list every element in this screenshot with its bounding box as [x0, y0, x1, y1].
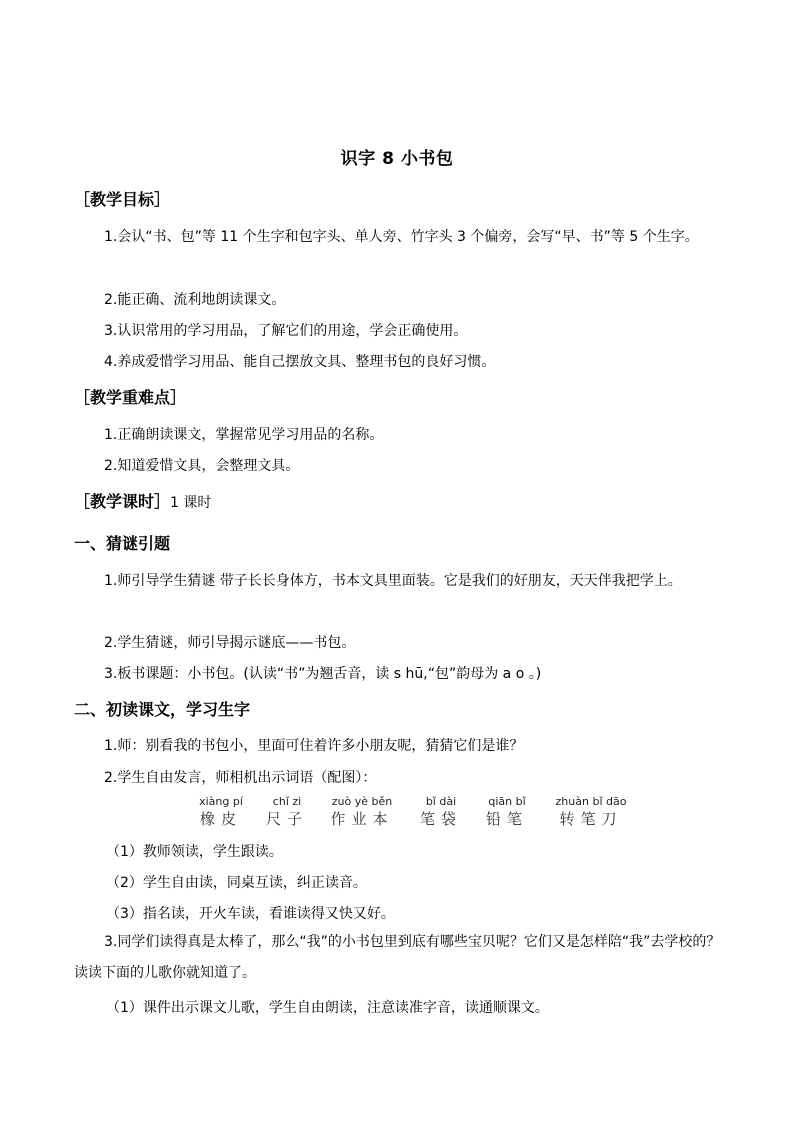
- goal-item-4: 4.养成爱惜学习用品、能自己摆放文具、整理书包的良好习惯。: [104, 354, 496, 370]
- vocab-pinyin: zhuàn bǐ dāo: [555, 795, 627, 808]
- key-points-heading: ［教学重难点］: [74, 388, 187, 407]
- vocab-item-eraser: [184, 795, 258, 829]
- vocab-item-pencil: [470, 795, 544, 829]
- section-2-heading: 二、初读课文，学习生字: [74, 700, 251, 719]
- vocab-pinyin: xiàng pí: [199, 795, 243, 808]
- section-1-heading: 一、猜谜引题: [74, 534, 171, 553]
- lesson-hours-row: [74, 490, 211, 515]
- teaching-goals-heading: ［教学目标］: [74, 190, 171, 209]
- section-1-item-3: 3.板书课题：小书包。(认读“书”为翘舌音，读 s hū,“包”韵母为 a o 。): [104, 666, 542, 682]
- section-2-item-1: 1.师：别看我的书包小，里面可住着许多小朋友呢，猜猜它们是谁？: [104, 738, 524, 754]
- lesson-hours-value: 1 课时: [170, 495, 212, 511]
- vocab-pinyin: zuò yè běn: [331, 795, 393, 808]
- goal-item-1: 1.会认“书、包”等 11 个生字和包字头、单人旁、竹字头 3 个偏旁，会写“早、书”等 5 个生字。: [104, 229, 699, 245]
- vocab-item-pencil-case: [404, 795, 478, 829]
- key-point-item-2: 2.知道爱惜文具，会整理文具。: [104, 458, 300, 474]
- section-2-item-2: 2.学生自由发言，师相机出示词语（配图）：: [104, 770, 377, 786]
- vocab-word: 转笔刀: [559, 810, 623, 828]
- goal-item-2: 2.能正确、流利地朗读课文。: [104, 292, 286, 308]
- key-point-item-1: 1.正确朗读课文，掌握常见学习用品的名称。: [104, 427, 384, 443]
- goal-item-3: 3.认识常用的学习用品，了解它们的用途，学会正确使用。: [104, 323, 468, 339]
- vocab-item-ruler: [250, 795, 324, 829]
- section-1-item-1: 1.师引导学生猜谜 带子长长身体方，书本文具里面装。它是我们的好朋友，天天伴我把学上。: [104, 573, 682, 589]
- vocab-pinyin: bǐ dài: [425, 795, 457, 808]
- vocab-word: 尺子: [265, 810, 308, 828]
- document-title: 识字 8 小书包: [340, 149, 454, 169]
- vocab-pinyin: qiān bǐ: [488, 795, 526, 808]
- section-2-item-3: 3.同学们读得真是太棒了，那么“我”的小书包里到底有哪些宝贝呢？它们又是怎样陪“我”去学校的？读读下面的儿歌你就知道了。: [74, 934, 721, 981]
- lesson-hours-heading: ［教学课时］: [74, 492, 171, 511]
- vocab-word: 铅笔: [485, 810, 528, 828]
- section-2-sub-item-1: （1）教师领读，学生跟读。: [106, 844, 283, 860]
- vocab-word: 橡皮: [199, 810, 242, 828]
- vocab-pinyin: chǐ zi: [272, 795, 302, 808]
- vocab-word: 作业本: [330, 810, 394, 828]
- section-1-item-2: 2.学生猜谜，师引导揭示谜底——书包。: [104, 635, 356, 651]
- section-2-item-3-sub: （1）课件出示课文儿歌，学生自由朗读，注意读准字音，读通顺课文。: [106, 1000, 549, 1016]
- vocab-word: 笔袋: [419, 810, 462, 828]
- section-2-sub-item-2: （2）学生自由读，同桌互读，纠正读音。: [106, 875, 367, 891]
- section-2-sub-item-3: （3）指名读，开火车读，看谁读得又快又好。: [106, 906, 395, 922]
- vocab-item-exercise-book: [320, 795, 404, 829]
- vocab-item-pencil-sharpener: [544, 795, 638, 829]
